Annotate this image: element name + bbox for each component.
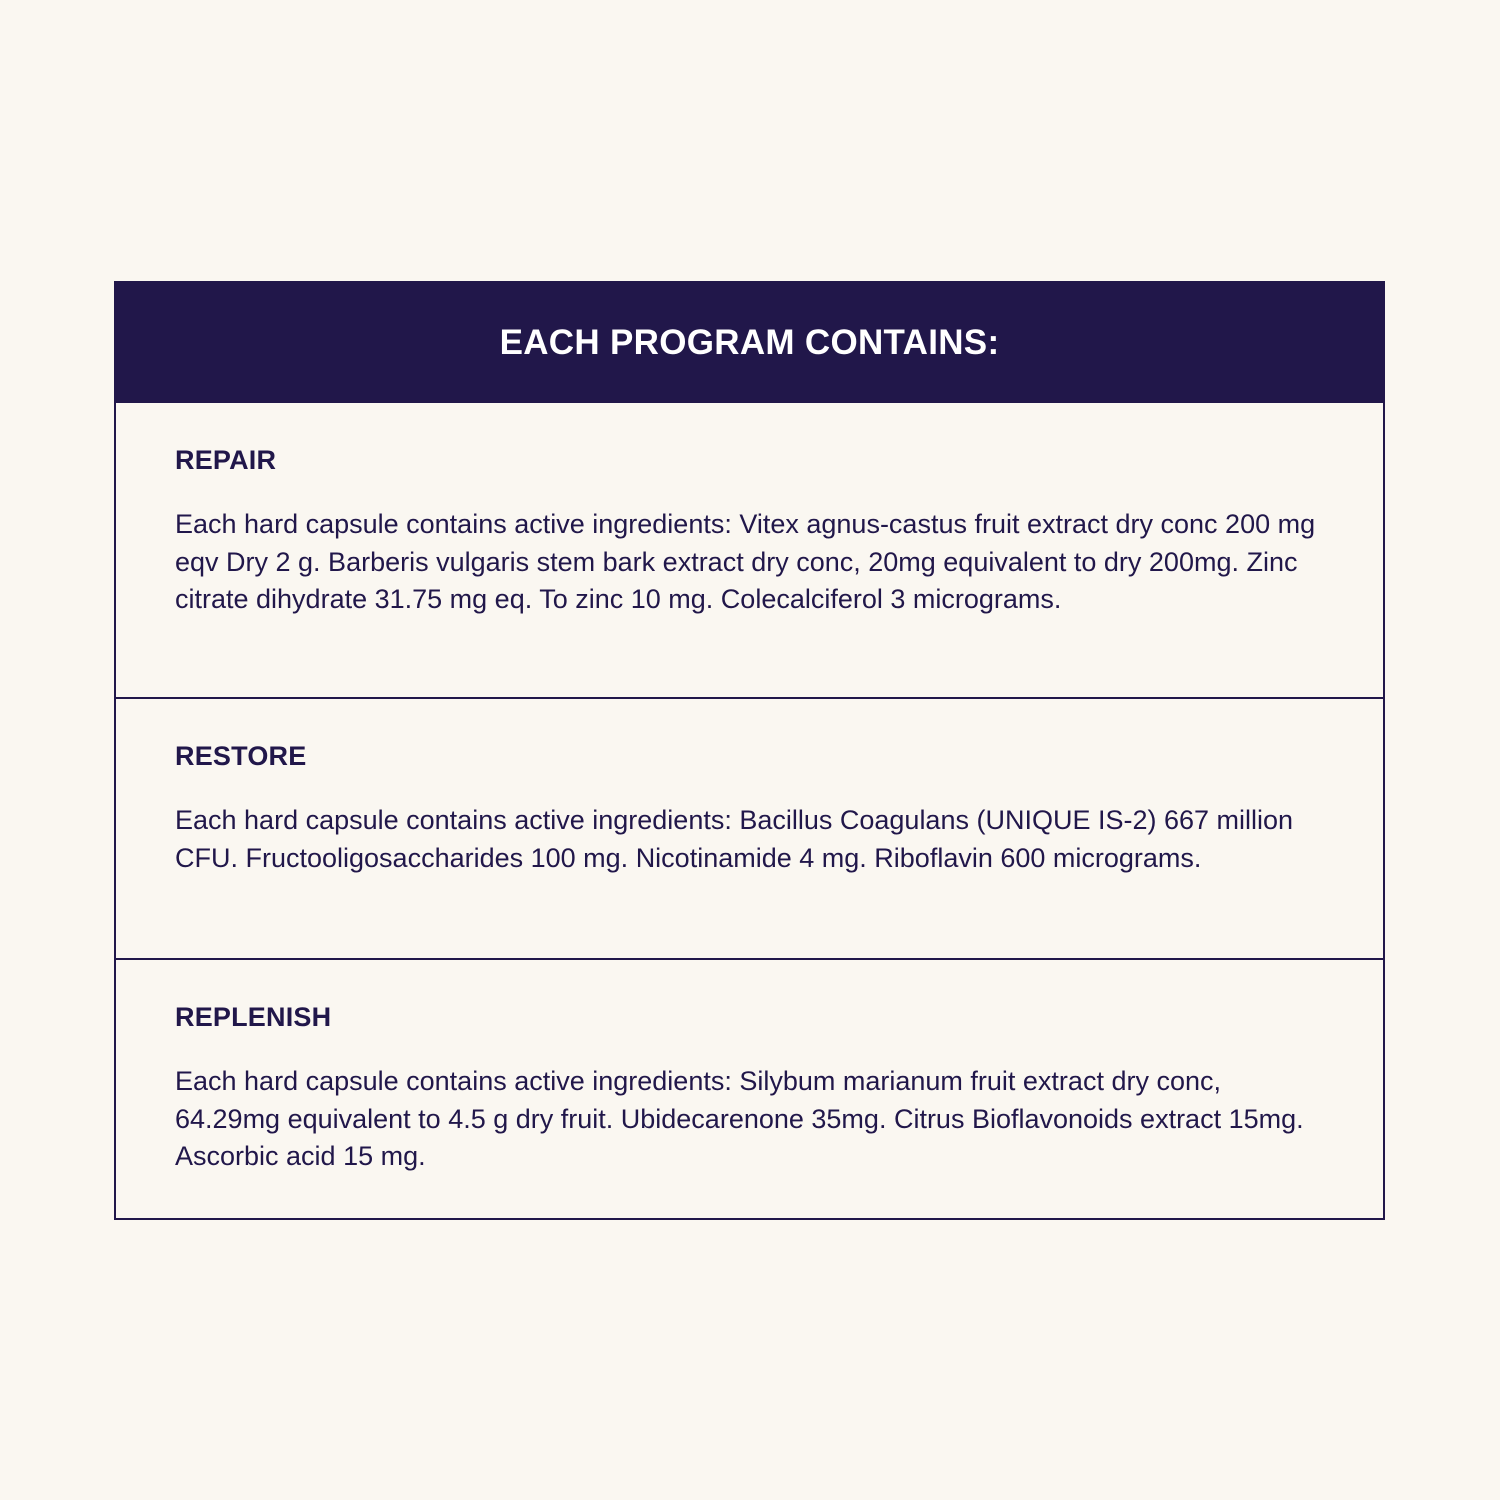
section-repair	[116, 401, 1383, 697]
card-title: EACH PROGRAM CONTAINS:	[499, 323, 1000, 362]
section-text-repair: Each hard capsule contains active ingredients: Vitex agnus-castus fruit extract dry conc 200 mg eqv Dry 2 g. Barberis vulgaris stem bark extract dry conc, 20mg equivalent to dry 200mg. Zinc citrate dihydrate 31.75 mg eq. To zinc 10 mg. Colecalciferol 3 micrograms.	[175, 509, 1316, 614]
program-contents-card	[114, 281, 1385, 1220]
section-restore	[116, 697, 1383, 958]
section-text-restore: Each hard capsule contains active ingredients: Bacillus Coagulans (UNIQUE IS-2) 667 million CFU. Fructooligosaccharides 100 mg. Nicotinamide 4 mg. Riboflavin 600 micrograms.	[175, 805, 1294, 873]
card-header	[116, 283, 1383, 401]
section-title-replenish: REPLENISH	[175, 1002, 332, 1032]
section-title-restore: RESTORE	[175, 741, 307, 771]
section-replenish	[116, 958, 1383, 1218]
section-text-replenish: Each hard capsule contains active ingredients: Silybum marianum fruit extract dry conc, 64.29mg equivalent to 4.5 g dry fruit. Ubidecarenone 35mg. Citrus Bioflavonoids extract 15mg. Ascorbic acid 15 mg.	[175, 1066, 1304, 1171]
section-title-repair: REPAIR	[175, 445, 277, 475]
